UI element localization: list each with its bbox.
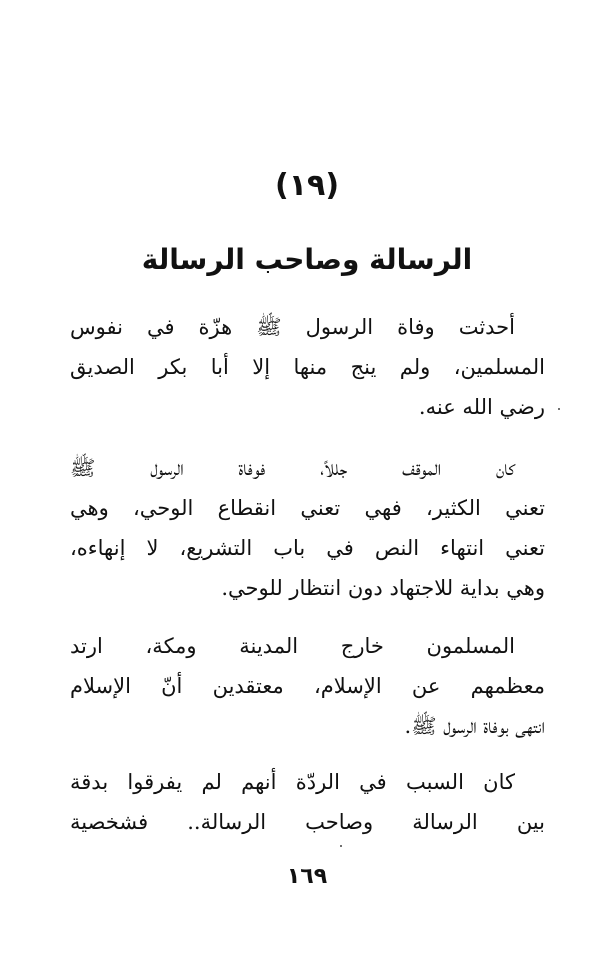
paragraph-line: تعني انتهاء النص في باب التشريع، لا إنهاءه، — [70, 536, 545, 560]
paragraph-line: بين الرسالة وصاحب الرسالة.. فشخصية — [70, 810, 545, 834]
paragraph-line: كان السبب في الردّة أنهم لم يفرقوا بدقة — [70, 770, 515, 794]
paragraph-line: المسلمين، ولم ينج منها إلا أبا بكر الصديق — [70, 355, 545, 379]
paragraph-3 — [70, 626, 545, 746]
scan-speck — [340, 845, 342, 847]
paragraph-line: كان الموقف جللاً، فوفاة الرسول ﷺ — [70, 456, 515, 480]
paragraph-2 — [70, 448, 545, 608]
paragraph-line: تعني الكثير، فهي تعني انقطاع الوحي، وهي — [70, 496, 545, 520]
paragraph-4 — [70, 762, 545, 842]
paragraph-line: معظمهم عن الإسلام، معتقدين أنّ الإسلام — [70, 674, 545, 698]
paragraph-line: انتهى بوفاة الرسول ﷺ. — [404, 714, 545, 738]
paragraph-line: رضي الله عنه. — [418, 395, 545, 419]
paragraph-line: أحدثت وفاة الرسول ﷺ هزّة في نفوس — [70, 315, 515, 339]
paragraph-line: المسلمون خارج المدينة ومكة، ارتد — [70, 634, 515, 658]
paragraph-1 — [70, 307, 545, 427]
chapter-number: (١٩) — [274, 168, 340, 203]
page-number: ١٦٩ — [286, 864, 328, 889]
scan-speck — [558, 408, 560, 410]
paragraph-line: وهي بداية للاجتهاد دون انتظار للوحي. — [221, 576, 545, 600]
chapter-title: الرسالة وصاحب الرسالة — [141, 243, 473, 276]
